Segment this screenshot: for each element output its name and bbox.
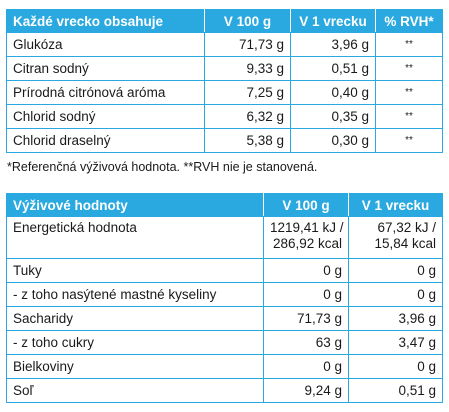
ingredient-perbag: 3,96 g xyxy=(291,33,376,57)
ingredient-perbag: 0,51 g xyxy=(291,57,376,81)
nutrient-perbag: 3,47 g xyxy=(349,331,443,355)
table-row xyxy=(7,33,443,57)
nutrient-per100 xyxy=(264,217,349,259)
ingredient-per100: 7,25 g xyxy=(205,81,291,105)
table-row xyxy=(7,105,443,129)
ingredient-per100: 5,38 g xyxy=(205,129,291,153)
energy-kj-per100: 1219,41 kJ / xyxy=(270,220,344,235)
ingredient-name: Chlorid draselný xyxy=(7,129,205,153)
ingredients-header-rvh: % RVH* xyxy=(376,10,443,33)
nutrient-per100: 63 g xyxy=(264,331,349,355)
table-row xyxy=(7,217,443,259)
table-row xyxy=(7,307,443,331)
energy-kj-perbag: 67,32 kJ / xyxy=(377,220,436,235)
footnote: *Referenčná výživová hodnota. **RVH nie je stanovená. xyxy=(7,160,318,174)
ingredients-header-per100: V 100 g xyxy=(205,10,291,33)
nutrient-per100: 0 g xyxy=(264,283,349,307)
table-row xyxy=(7,57,443,81)
nutrient-perbag: 0 g xyxy=(349,355,443,379)
nutrient-name: Sacharidy xyxy=(7,307,264,331)
nutrition-header-perbag: V 1 vrecku xyxy=(349,194,443,217)
ingredient-rvh: ** xyxy=(376,129,443,153)
ingredients-table xyxy=(6,9,443,153)
ingredient-per100: 71,73 g xyxy=(205,33,291,57)
table-row xyxy=(7,331,443,355)
ingredient-rvh: ** xyxy=(376,105,443,129)
table-row xyxy=(7,355,443,379)
nutrition-header-name: Výživové hodnoty xyxy=(7,194,264,217)
nutrient-perbag: 0 g xyxy=(349,283,443,307)
nutrient-perbag: 3,96 g xyxy=(349,307,443,331)
ingredient-rvh: ** xyxy=(376,81,443,105)
nutrient-per100: 0 g xyxy=(264,259,349,283)
nutrient-name: - z toho cukry xyxy=(7,331,264,355)
ingredient-perbag: 0,30 g xyxy=(291,129,376,153)
table-row xyxy=(7,259,443,283)
ingredient-rvh: ** xyxy=(376,57,443,81)
ingredient-per100: 6,32 g xyxy=(205,105,291,129)
nutrient-name: Bielkoviny xyxy=(7,355,264,379)
ingredients-header-name: Každé vrecko obsahuje xyxy=(7,10,205,33)
nutrient-perbag: 0 g xyxy=(349,259,443,283)
nutrient-per100: 0 g xyxy=(264,355,349,379)
table-row xyxy=(7,129,443,153)
table-row xyxy=(7,81,443,105)
ingredient-rvh: ** xyxy=(376,33,443,57)
ingredient-name: Prírodná citrónová aróma xyxy=(7,81,205,105)
ingredients-header-row xyxy=(7,10,443,33)
ingredient-name: Glukóza xyxy=(7,33,205,57)
energy-kcal-per100: 286,92 kcal xyxy=(272,236,342,251)
ingredient-perbag: 0,40 g xyxy=(291,81,376,105)
nutrition-header-row xyxy=(7,194,443,217)
nutrition-header-per100: V 100 g xyxy=(264,194,349,217)
ingredient-name: Citran sodný xyxy=(7,57,205,81)
nutrient-per100: 71,73 g xyxy=(264,307,349,331)
table-row xyxy=(7,283,443,307)
ingredient-name: Chlorid sodný xyxy=(7,105,205,129)
ingredients-header-perbag: V 1 vrecku xyxy=(291,10,376,33)
nutrient-name: Tuky xyxy=(7,259,264,283)
ingredient-per100: 9,33 g xyxy=(205,57,291,81)
nutrition-table xyxy=(6,193,443,403)
nutrient-per100: 9,24 g xyxy=(264,379,349,403)
nutrient-name: - z toho nasýtené mastné kyseliny xyxy=(7,283,264,307)
table-row xyxy=(7,379,443,403)
nutrient-perbag: 0,51 g xyxy=(349,379,443,403)
nutrient-name: Energetická hodnota xyxy=(7,217,264,259)
nutrient-perbag xyxy=(349,217,443,259)
ingredient-perbag: 0,35 g xyxy=(291,105,376,129)
energy-kcal-perbag: 15,84 kcal xyxy=(374,236,436,251)
nutrient-name: Soľ xyxy=(7,379,264,403)
